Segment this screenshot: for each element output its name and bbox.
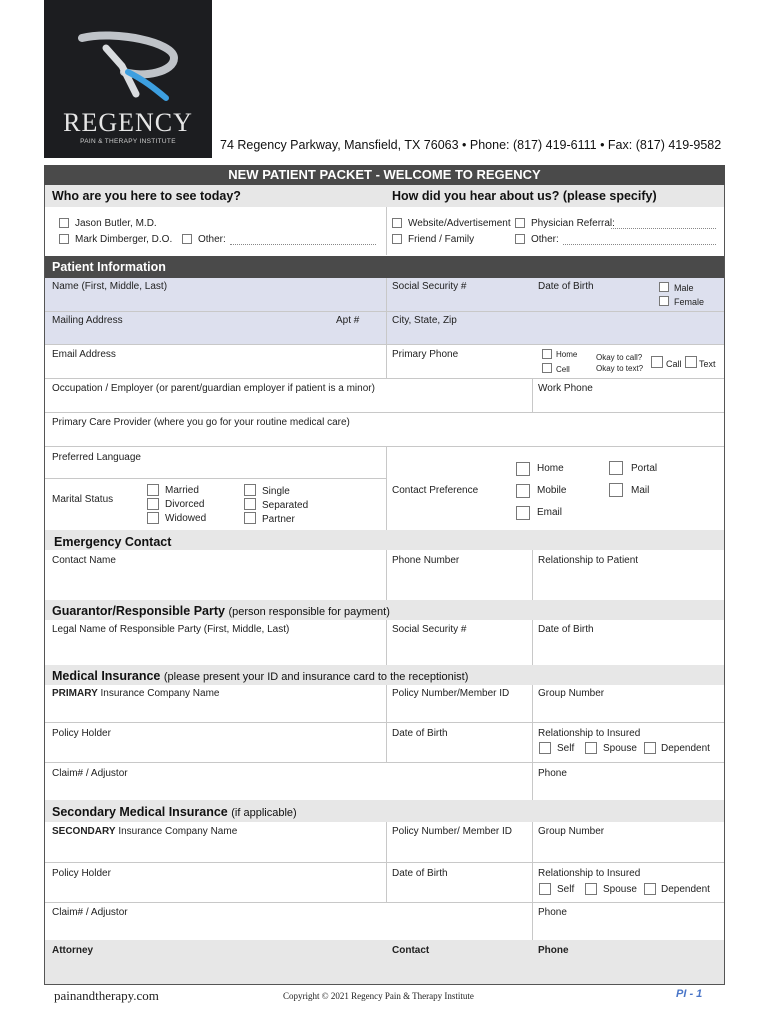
physician-referral-checkbox[interactable] xyxy=(515,218,525,228)
other-provider-checkbox[interactable] xyxy=(182,234,192,244)
website-label: Website/Advertisement xyxy=(408,218,511,229)
phone-home-label: Home xyxy=(556,350,578,359)
pref-email-checkbox[interactable] xyxy=(516,506,530,520)
separated-checkbox[interactable] xyxy=(244,498,256,510)
apt-label: Apt # xyxy=(336,315,360,326)
pref-home-label: Home xyxy=(537,463,564,474)
secondary-policy-label: Policy Number/ Member ID xyxy=(392,826,513,837)
secondary-phone-label: Phone xyxy=(538,907,567,918)
secondary-dependent-label: Dependent xyxy=(661,884,710,895)
claim-label: Claim# / Adjustor xyxy=(52,768,128,779)
website-checkbox[interactable] xyxy=(392,218,402,228)
email-label: Email Address xyxy=(52,349,116,360)
widowed-checkbox[interactable] xyxy=(147,512,159,524)
work-phone-label: Work Phone xyxy=(538,383,593,394)
self-label: Self xyxy=(557,743,575,754)
spouse-label: Spouse xyxy=(603,743,637,754)
referral-question: How did you hear about us? (please specify) xyxy=(392,189,657,203)
mark-dimberger-checkbox[interactable] xyxy=(59,234,69,244)
other-referral-label: Other: xyxy=(531,234,559,245)
other-provider-label: Other: xyxy=(198,234,226,245)
friend-family-checkbox[interactable] xyxy=(392,234,402,244)
partner-checkbox[interactable] xyxy=(244,512,256,524)
friend-family-label: Friend / Family xyxy=(408,234,475,245)
name-label: Name (First, Middle, Last) xyxy=(52,281,168,292)
okay-call-label: Call xyxy=(666,359,682,369)
footer-copyright: Copyright © 2021 Regency Pain & Therapy Institute xyxy=(283,991,474,1001)
spouse-checkbox[interactable] xyxy=(585,742,597,754)
pref-mobile-label: Mobile xyxy=(537,485,567,496)
footer-website[interactable]: painandtherapy.com xyxy=(54,988,159,1003)
mailing-address-label: Mailing Address xyxy=(52,315,123,326)
language-label: Preferred Language xyxy=(52,452,141,463)
secondary-holder-label: Policy Holder xyxy=(52,868,111,879)
phone-cell-label: Cell xyxy=(556,365,570,374)
pcp-label: Primary Care Provider (where you go for your routine medical care) xyxy=(52,417,350,428)
secondary-self-checkbox[interactable] xyxy=(539,883,551,895)
physician-referral-label: Physician Referral: xyxy=(531,218,615,229)
secondary-heading: Secondary Medical Insurance (if applicable) xyxy=(52,805,297,819)
divorced-checkbox[interactable] xyxy=(147,498,159,510)
physician-referral-field[interactable] xyxy=(611,228,716,229)
city-state-zip-label: City, State, Zip xyxy=(392,315,457,326)
pref-mail-label: Mail xyxy=(631,485,650,496)
married-checkbox[interactable] xyxy=(147,484,159,496)
guarantor-dob-label: Date of Birth xyxy=(538,624,594,635)
secondary-spouse-label: Spouse xyxy=(603,884,637,895)
primary-phone-label: Primary Phone xyxy=(392,349,459,360)
other-provider-field[interactable] xyxy=(230,244,376,245)
separated-label: Separated xyxy=(262,500,309,511)
okay-call-checkbox[interactable] xyxy=(651,356,663,368)
single-checkbox[interactable] xyxy=(244,484,256,496)
logo-tagline: PAIN & THERAPY INSTITUTE xyxy=(80,138,176,145)
widowed-label: Widowed xyxy=(165,513,207,524)
occupation-label: Occupation / Employer (or parent/guardian employer if patient is a minor) xyxy=(52,383,375,394)
okay-text-checkbox[interactable] xyxy=(685,356,697,368)
dependent-label: Dependent xyxy=(661,743,710,754)
logo-brand: REGENCY xyxy=(63,108,193,137)
partner-label: Partner xyxy=(262,514,295,525)
primary-company-label: PRIMARY Insurance Company Name xyxy=(52,688,220,699)
group-number-label: Group Number xyxy=(538,688,605,699)
regency-r-icon xyxy=(44,0,212,108)
divorced-label: Divorced xyxy=(165,499,205,510)
secondary-spouse-checkbox[interactable] xyxy=(585,883,597,895)
attorney-label: Attorney xyxy=(52,945,94,956)
dependent-checkbox[interactable] xyxy=(644,742,656,754)
ssn-label: Social Security # xyxy=(392,281,467,292)
self-checkbox[interactable] xyxy=(539,742,551,754)
secondary-relationship-label: Relationship to Insured xyxy=(538,868,641,879)
attorney-contact-label: Contact xyxy=(392,945,430,956)
pref-home-checkbox[interactable] xyxy=(516,462,530,476)
phone-cell-checkbox[interactable] xyxy=(542,363,552,373)
page-number: PI - 1 xyxy=(676,988,703,1000)
okay-to-text-label: Okay to text? xyxy=(596,364,644,373)
relationship-insured-label: Relationship to Insured xyxy=(538,728,641,739)
okay-to-call-label: Okay to call? xyxy=(596,353,643,362)
pref-email-label: Email xyxy=(537,507,563,518)
phone-home-checkbox[interactable] xyxy=(542,349,552,359)
mark-dimberger-label: Mark Dimberger, D.O. xyxy=(75,234,173,245)
relationship-label: Relationship to Patient xyxy=(538,555,639,566)
female-label: Female xyxy=(674,297,705,307)
policy-holder-label: Policy Holder xyxy=(52,728,111,739)
secondary-group-label: Group Number xyxy=(538,826,605,837)
contact-preference-label: Contact Preference xyxy=(392,485,479,496)
insurance-phone-label: Phone xyxy=(538,768,567,779)
single-label: Single xyxy=(262,486,290,497)
other-referral-field[interactable] xyxy=(563,244,716,245)
jason-butler-label: Jason Butler, M.D. xyxy=(75,218,157,229)
secondary-self-label: Self xyxy=(557,884,575,895)
other-referral-checkbox[interactable] xyxy=(515,234,525,244)
pref-portal-label: Portal xyxy=(631,463,658,474)
okay-text-label: Text xyxy=(699,359,716,369)
form-title: NEW PATIENT PACKET - WELCOME TO REGENCY xyxy=(44,165,725,185)
clinic-address: 74 Regency Parkway, Mansfield, TX 76063 • Phone: (817) 419-6111 • Fax: (817) 419-9582 xyxy=(220,138,722,152)
marital-status-label: Marital Status xyxy=(52,494,114,505)
pref-mail-checkbox[interactable] xyxy=(609,483,623,497)
male-checkbox[interactable] xyxy=(659,282,669,292)
visit-question: Who are you here to see today? xyxy=(52,189,241,203)
contact-name-label: Contact Name xyxy=(52,555,116,566)
insurance-heading: Medical Insurance (please present your ID and insurance card to the receptionist) xyxy=(52,669,469,683)
guarantor-ssn-label: Social Security # xyxy=(392,624,467,635)
secondary-dob-label: Date of Birth xyxy=(392,868,448,879)
secondary-dependent-checkbox[interactable] xyxy=(644,883,656,895)
pref-mobile-checkbox[interactable] xyxy=(516,484,530,498)
secondary-claim-label: Claim# / Adjustor xyxy=(52,907,128,918)
attorney-phone-label: Phone xyxy=(538,945,569,956)
policy-number-label: Policy Number/Member ID xyxy=(392,688,510,699)
pref-portal-checkbox[interactable] xyxy=(609,461,623,475)
mailing-row xyxy=(45,312,724,344)
phone-number-label: Phone Number xyxy=(392,555,460,566)
secondary-company-label: SECONDARY Insurance Company Name xyxy=(52,826,238,837)
dob-label: Date of Birth xyxy=(538,281,594,292)
female-checkbox[interactable] xyxy=(659,296,669,306)
emergency-heading: Emergency Contact xyxy=(54,535,172,549)
married-label: Married xyxy=(165,485,199,496)
responsible-name-label: Legal Name of Responsible Party (First, Middle, Last) xyxy=(52,624,290,635)
patient-info-heading: Patient Information xyxy=(45,256,724,278)
attorney-band xyxy=(45,940,724,984)
guarantor-heading: Guarantor/Responsible Party (person responsible for payment) xyxy=(52,604,390,618)
holder-dob-label: Date of Birth xyxy=(392,728,448,739)
regency-logo xyxy=(44,0,212,158)
jason-butler-checkbox[interactable] xyxy=(59,218,69,228)
male-label: Male xyxy=(674,283,694,293)
